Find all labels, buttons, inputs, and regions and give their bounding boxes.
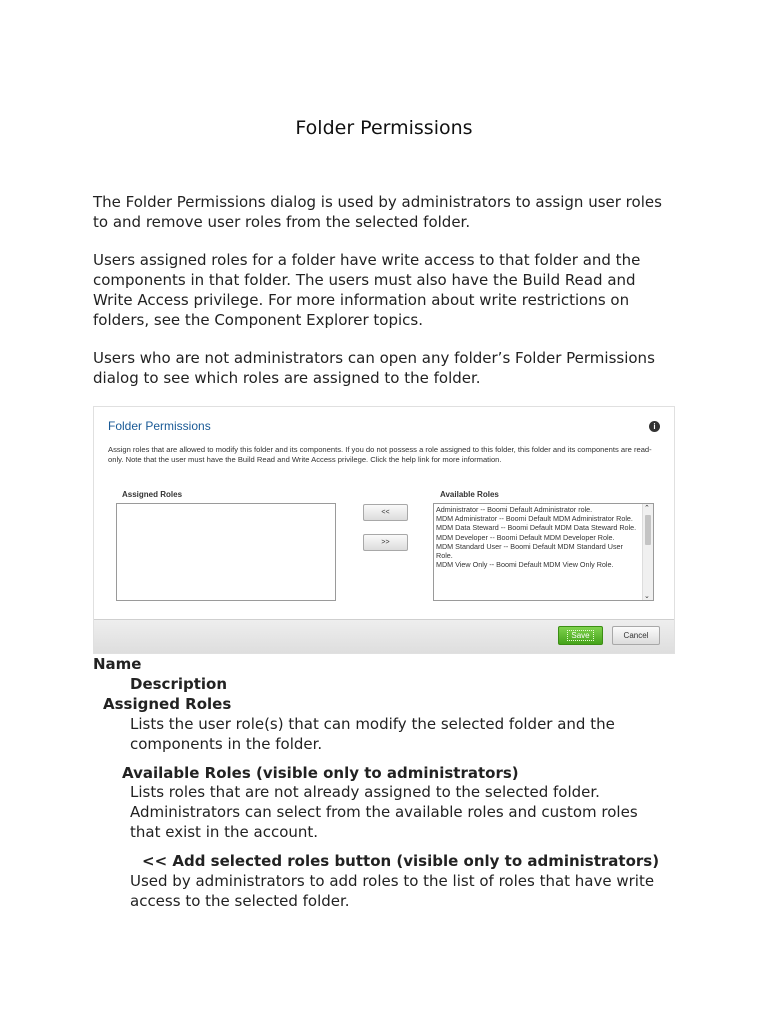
assigned-roles-label: Assigned Roles [122,490,183,499]
role-option[interactable]: MDM Data Steward -- Boomi Default MDM Data Steward Role. [436,523,637,533]
term-available-roles: Available Roles (visible only to administrators) [122,764,519,782]
available-roles-list[interactable] [433,503,654,601]
role-option[interactable]: MDM Developer -- Boomi Default MDM Developer Role. [436,532,615,542]
dialog-description: Assign roles that are allowed to modify this folder and its components. If you do not possess a role assigned to this folder, this folder and its components are read-only. Note that the user must have the Build Read and Write Access privilege. Click the help link for more information. [108,445,652,464]
cancel-button[interactable]: Cancel [612,626,660,645]
role-option[interactable]: MDM View Only -- Boomi Default MDM View Only Role. [436,560,614,570]
available-roles-label: Available Roles [440,490,499,499]
save-button[interactable] [558,626,603,645]
scroll-up-arrow-icon[interactable]: ⌃ [644,505,650,512]
term-assigned-roles: Assigned Roles [103,695,232,713]
dialog-footer [94,619,674,653]
remove-roles-button[interactable]: >> [363,534,408,551]
scrollbar[interactable] [642,504,653,600]
role-option[interactable]: MDM Administrator -- Boomi Default MDM Administrator Role. [436,514,633,524]
desc-assigned-roles: Lists the user role(s) that can modify the selected folder and the components in the folder. [130,715,615,753]
role-option[interactable]: MDM Standard User -- Boomi Default MDM Standard User Role. [436,541,623,561]
scroll-thumb[interactable] [645,515,651,545]
access-paragraph: Users assigned roles for a folder have write access to that folder and the components in that folder. The users must also have the Build Read and Write Access privilege. For more information about write restrictions on folders, see the Component Explorer topics. [93,251,641,329]
page-title: Folder Permissions [295,117,473,139]
column-header-description: Description [130,675,228,693]
save-button-label: Save [567,630,593,641]
assigned-roles-list[interactable] [116,503,336,601]
intro-paragraph: The Folder Permissions dialog is used by administrators to assign user roles to and remove user roles from the selected folder. [93,193,662,231]
role-option[interactable]: Administrator -- Boomi Default Administrator role. [436,505,593,514]
add-roles-button[interactable]: << [363,504,408,521]
desc-available-roles: Lists roles that are not already assigned to the selected folder. Administrators can select from the available roles and custom roles that exist in the account. [130,783,638,841]
dialog-title: Folder Permissions [108,419,211,433]
column-header-name: Name [93,655,142,673]
non-admin-paragraph: Users who are not administrators can open any folder’s Folder Permissions dialog to see which roles are assigned to the folder. [93,349,655,387]
folder-permissions-dialog-screenshot [93,406,675,654]
desc-add-selected-roles-button: Used by administrators to add roles to the list of roles that have write access to the selected folder. [130,872,655,910]
info-icon[interactable]: i [649,421,660,432]
scroll-down-arrow-icon[interactable]: ⌄ [644,593,650,600]
term-add-selected-roles-button: << Add selected roles button (visible only to administrators) [142,852,660,870]
